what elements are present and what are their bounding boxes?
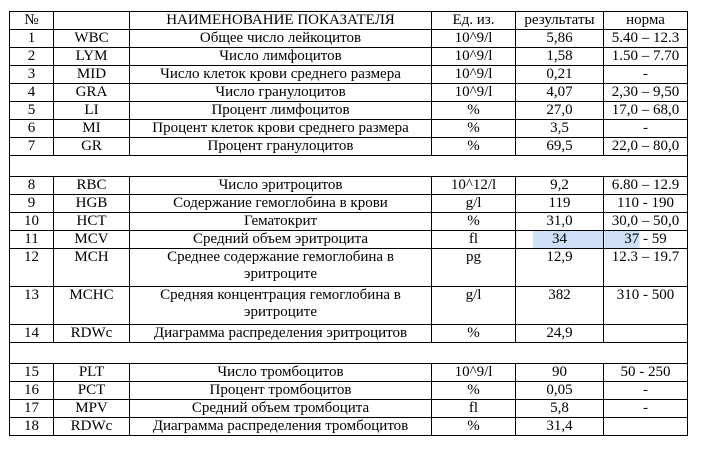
cell-num: 13 (10, 287, 54, 325)
cell-name: Процент тромбоцитов (130, 382, 432, 400)
table-row (10, 30, 688, 48)
cell-unit: % (432, 138, 516, 156)
table-row (10, 195, 688, 213)
cell-norm: 37 - 59 (604, 231, 688, 249)
spacer-cell (10, 343, 688, 364)
cell-norm: 50 - 250 (604, 364, 688, 382)
cell-result: 27,0 (516, 102, 604, 120)
cell-result: 24,9 (516, 325, 604, 343)
cell-num: 9 (10, 195, 54, 213)
cell-name: Средняя концентрация гемоглобина в эритроците (130, 287, 432, 325)
table-row (10, 138, 688, 156)
cell-name: Число тромбоцитов (130, 364, 432, 382)
cell-num: 16 (10, 382, 54, 400)
cell-name: Процент клеток крови среднего размера (130, 120, 432, 138)
cell-name: Диаграмма распределения эритроцитов (130, 325, 432, 343)
cell-code: RDWc (54, 325, 130, 343)
cell-code: LYM (54, 48, 130, 66)
cell-unit: 10^9/l (432, 364, 516, 382)
cell-unit: g/l (432, 195, 516, 213)
cell-code: HGB (54, 195, 130, 213)
spacer-row (10, 156, 688, 177)
cell-code: HCT (54, 213, 130, 231)
cell-unit: fl (432, 231, 516, 249)
table-row (10, 400, 688, 418)
cell-num: 18 (10, 418, 54, 436)
header-row (10, 12, 688, 30)
table-row (10, 48, 688, 66)
cell-name: Число лимфоцитов (130, 48, 432, 66)
cell-norm: 2,30 – 9,50 (604, 84, 688, 102)
cell-code: PLT (54, 364, 130, 382)
cell-num: 11 (10, 231, 54, 249)
cell-result: 4,07 (516, 84, 604, 102)
cell-unit: 10^9/l (432, 48, 516, 66)
table-row (10, 84, 688, 102)
cell-unit: % (432, 418, 516, 436)
cell-norm: 30,0 – 50,0 (604, 213, 688, 231)
cell-result: 0,05 (516, 382, 604, 400)
cell-norm: 22,0 – 80,0 (604, 138, 688, 156)
cell-norm: 17,0 – 68,0 (604, 102, 688, 120)
cell-norm: 6.80 – 12.9 (604, 177, 688, 195)
cell-num: 12 (10, 249, 54, 287)
cell-code: GRA (54, 84, 130, 102)
cell-name: Процент лимфоцитов (130, 102, 432, 120)
cell-num: 14 (10, 325, 54, 343)
cell-name: Процент гранулоцитов (130, 138, 432, 156)
table-row (10, 213, 688, 231)
cell-result: 31,0 (516, 213, 604, 231)
cell-name: Средний объем тромбоцита (130, 400, 432, 418)
cell-result: 12,9 (516, 249, 604, 287)
cell-code: MCH (54, 249, 130, 287)
cell-result: 90 (516, 364, 604, 382)
cell-norm (604, 325, 688, 343)
table-row (10, 120, 688, 138)
cell-name: Содержание гемоглобина в крови (130, 195, 432, 213)
cell-norm: - (604, 66, 688, 84)
cell-result: 34 (516, 231, 604, 249)
cell-unit: % (432, 102, 516, 120)
header-name: НАИМЕНОВАНИЕ ПОКАЗАТЕЛЯ (130, 12, 432, 30)
cell-unit: pg (432, 249, 516, 287)
table-row (10, 231, 688, 249)
table-row (10, 418, 688, 436)
header-code (54, 12, 130, 30)
cell-unit: 10^9/l (432, 66, 516, 84)
cell-unit: 10^9/l (432, 84, 516, 102)
cell-num: 7 (10, 138, 54, 156)
table-row (10, 102, 688, 120)
cell-name: Среднее содержание гемоглобина в эритроците (130, 249, 432, 287)
cell-norm: - (604, 382, 688, 400)
cell-code: RBC (54, 177, 130, 195)
cell-code: RDWc (54, 418, 130, 436)
cell-result: 3,5 (516, 120, 604, 138)
cell-unit: % (432, 120, 516, 138)
cell-num: 5 (10, 102, 54, 120)
cell-result: 119 (516, 195, 604, 213)
cell-num: 2 (10, 48, 54, 66)
cell-num: 10 (10, 213, 54, 231)
cell-result: 5,8 (516, 400, 604, 418)
blood-test-table (9, 11, 688, 436)
table-row (10, 66, 688, 84)
table-row (10, 177, 688, 195)
cell-norm: 110 - 190 (604, 195, 688, 213)
table-row (10, 249, 688, 287)
cell-unit: 10^9/l (432, 30, 516, 48)
table-row (10, 382, 688, 400)
cell-result: 0,21 (516, 66, 604, 84)
cell-norm (604, 418, 688, 436)
cell-norm: 5.40 – 12.3 (604, 30, 688, 48)
cell-unit: % (432, 382, 516, 400)
cell-unit: fl (432, 400, 516, 418)
cell-code: LI (54, 102, 130, 120)
cell-unit: 10^12/l (432, 177, 516, 195)
cell-num: 1 (10, 30, 54, 48)
spacer-cell (10, 156, 688, 177)
cell-code: MCHC (54, 287, 130, 325)
cell-unit: g/l (432, 287, 516, 325)
cell-name: Число гранулоцитов (130, 84, 432, 102)
cell-result: 382 (516, 287, 604, 325)
cell-norm: 12.3 – 19.7 (604, 249, 688, 287)
header-unit: Ед. из. (432, 12, 516, 30)
cell-num: 4 (10, 84, 54, 102)
cell-code: MPV (54, 400, 130, 418)
cell-num: 6 (10, 120, 54, 138)
cell-unit: % (432, 213, 516, 231)
cell-num: 8 (10, 177, 54, 195)
cell-result: 1,58 (516, 48, 604, 66)
cell-norm: 1.50 – 7.70 (604, 48, 688, 66)
header-num: № (10, 12, 54, 30)
cell-norm: - (604, 120, 688, 138)
cell-name: Число клеток крови среднего размера (130, 66, 432, 84)
cell-code: MID (54, 66, 130, 84)
cell-num: 17 (10, 400, 54, 418)
spacer-row (10, 343, 688, 364)
cell-name: Средний объем эритроцита (130, 231, 432, 249)
cell-code: MI (54, 120, 130, 138)
cell-code: PCT (54, 382, 130, 400)
cell-num: 15 (10, 364, 54, 382)
header-norm: норма (604, 12, 688, 30)
cell-name: Диаграмма распределения тромбоцитов (130, 418, 432, 436)
cell-name: Общее число лейкоцитов (130, 30, 432, 48)
cell-code: MCV (54, 231, 130, 249)
table-row (10, 287, 688, 325)
cell-num: 3 (10, 66, 54, 84)
cell-name: Число эритроцитов (130, 177, 432, 195)
cell-result: 31,4 (516, 418, 604, 436)
cell-unit: % (432, 325, 516, 343)
header-result: результаты (516, 12, 604, 30)
table-row (10, 364, 688, 382)
table-row (10, 325, 688, 343)
cell-norm: - (604, 400, 688, 418)
cell-name: Гематокрит (130, 213, 432, 231)
cell-result: 69,5 (516, 138, 604, 156)
cell-norm: 310 - 500 (604, 287, 688, 325)
table-body (10, 12, 688, 436)
cell-code: GR (54, 138, 130, 156)
cell-code: WBC (54, 30, 130, 48)
cell-result: 5,86 (516, 30, 604, 48)
cell-result: 9,2 (516, 177, 604, 195)
